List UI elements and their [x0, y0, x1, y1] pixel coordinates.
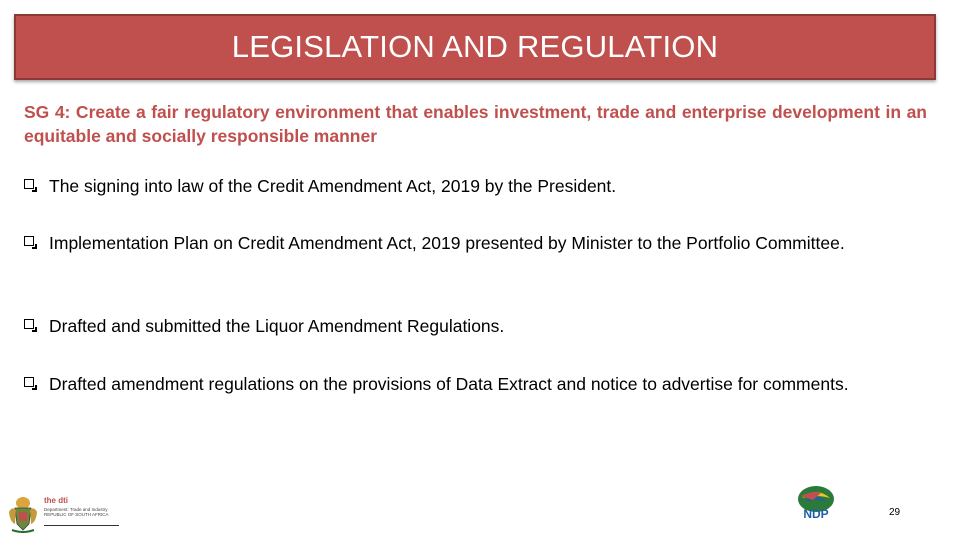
bullet-item — [24, 231, 919, 255]
slide-title: LEGISLATION AND REGULATION — [231, 29, 719, 64]
title-banner — [14, 14, 936, 80]
strategic-goal-text: SG 4: Create a fair regulatory environment that enables investment, trade and enterprise development in an equitable and socially responsible manner — [24, 102, 927, 146]
bullet-text: Drafted and submitted the Liquor Amendment Regulations. — [49, 316, 505, 336]
logo-divider — [44, 525, 119, 526]
checkbox-bullet-icon — [24, 319, 34, 329]
coat-of-arms-icon — [6, 494, 40, 534]
checkbox-bullet-icon — [24, 377, 34, 387]
ndp-logo-text: NDP — [803, 507, 829, 521]
page-number: 29 — [889, 507, 901, 518]
dti-logo — [6, 494, 121, 534]
dti-logo-text: the dti — [44, 496, 68, 505]
bullet-item — [24, 174, 919, 198]
bullet-item — [24, 372, 919, 396]
bullet-item — [24, 314, 919, 338]
ndp-logo-icon — [793, 484, 839, 522]
bullet-text: Implementation Plan on Credit Amendment Act, 2019 presented by Minister to the Portfolio Committee. — [49, 233, 845, 253]
checkbox-bullet-icon — [24, 179, 34, 189]
bullet-text: The signing into law of the Credit Amendment Act, 2019 by the President. — [49, 176, 617, 196]
checkbox-bullet-icon — [24, 236, 34, 246]
bullet-text: Drafted amendment regulations on the provisions of Data Extract and notice to advertise for comments. — [49, 374, 849, 394]
dti-logo-subtext: Department: Trade and Industry REPUBLIC OF SOUTH AFRICA — [44, 507, 109, 517]
